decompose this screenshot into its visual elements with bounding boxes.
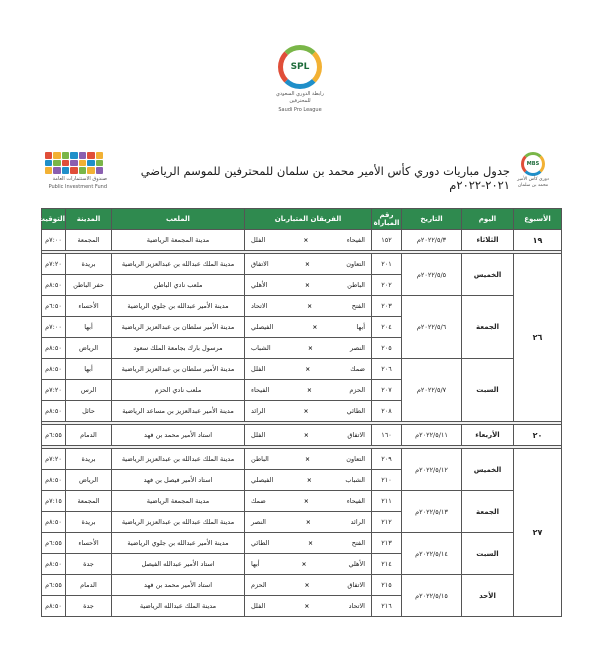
col-week: الأسبوع xyxy=(514,209,562,230)
teams-pair xyxy=(245,386,371,394)
teams-cell xyxy=(245,596,372,617)
vs-mark: × xyxy=(305,365,311,373)
home-team: الحزم xyxy=(349,386,365,394)
stadium-cell: مدينة الملك عبدالله بن عبدالعزيز الرياضية xyxy=(112,254,245,275)
teams-cell xyxy=(245,317,372,338)
home-team: ضمك xyxy=(350,365,365,373)
match-number-cell: ٢٠٩ xyxy=(372,449,402,470)
teams-cell xyxy=(245,512,372,533)
table-row xyxy=(42,296,562,317)
teams-pair xyxy=(245,365,371,373)
vs-mark: × xyxy=(307,344,313,352)
away-team: الفيصلي xyxy=(251,476,274,484)
col-city: المدينة xyxy=(66,209,112,230)
teams-cell xyxy=(245,491,372,512)
match-number-cell: ١٥٢ xyxy=(372,230,402,251)
table-row xyxy=(42,575,562,596)
away-team: الفلل xyxy=(251,236,266,244)
city-cell: الأحساء xyxy=(66,296,112,317)
home-team: التعاون xyxy=(346,260,365,268)
day-cell: الجمعة xyxy=(462,296,514,359)
date-cell: ٢٠٢٢/٥/١١م xyxy=(402,425,462,446)
away-team: الفلل xyxy=(251,365,266,373)
home-team: الاتفاق xyxy=(347,431,365,439)
home-team: الأهلي xyxy=(348,560,365,568)
stadium-cell: مدينة الملك عبدالله بن عبدالعزيز الرياضية xyxy=(112,449,245,470)
stadium-cell: استاد الأمير محمد بن فهد xyxy=(112,425,245,446)
teams-cell xyxy=(245,554,372,575)
page-title: جدول مباريات دوري كأس الأمير محمد بن سلمان للمحترفين للموسم الرياضي ٢٠٢١-٢٠٢٢م xyxy=(140,164,510,192)
stadium-cell: مدينة الأمير سلطان بن عبدالعزيز الرياضية xyxy=(112,359,245,380)
teams-cell xyxy=(245,275,372,296)
stadium-cell: مدينة المجمعة الرياضية xyxy=(112,491,245,512)
city-cell: الرس xyxy=(66,380,112,401)
home-team: الشباب xyxy=(345,476,365,484)
time-cell: ٨:٥٠م xyxy=(42,596,66,617)
col-day: اليوم xyxy=(462,209,514,230)
vs-mark: × xyxy=(304,260,310,268)
stadium-cell: مدينة المجمعة الرياضية xyxy=(112,230,245,251)
time-cell: ٦:٥٥م xyxy=(42,533,66,554)
date-cell: ٢٠٢٢/٥/٦م xyxy=(402,296,462,359)
teams-pair xyxy=(245,602,371,610)
time-cell: ٨:٥٠م xyxy=(42,401,66,422)
teams-cell xyxy=(245,449,372,470)
day-cell: الأحد xyxy=(462,575,514,617)
time-cell: ٨:٥٠م xyxy=(42,512,66,533)
vs-mark: × xyxy=(303,431,309,439)
match-number-cell: ٢١٤ xyxy=(372,554,402,575)
match-number-cell: ٢٠٤ xyxy=(372,317,402,338)
match-number-cell: ٢١٢ xyxy=(372,512,402,533)
stadium-cell: مدينة الملك عبدالله بن عبدالعزيز الرياضية xyxy=(112,512,245,533)
table-row xyxy=(42,425,562,446)
time-cell: ٦:٥٥م xyxy=(42,425,66,446)
teams-pair xyxy=(245,560,371,568)
away-team: الباطن xyxy=(251,455,269,463)
teams-cell xyxy=(245,425,372,446)
col-date: التاريخ xyxy=(402,209,462,230)
teams-pair xyxy=(245,236,371,244)
date-cell: ٢٠٢٢/٥/١٥م xyxy=(402,575,462,617)
stadium-cell: استاد الأمير فيصل بن فهد xyxy=(112,470,245,491)
city-cell: جدة xyxy=(66,596,112,617)
table-row xyxy=(42,491,562,512)
stadium-cell: ملعب نادي الحزم xyxy=(112,380,245,401)
match-number-cell: ٢٠٦ xyxy=(372,359,402,380)
day-cell: الجمعة xyxy=(462,491,514,533)
match-number-cell: ٢١١ xyxy=(372,491,402,512)
league-name-ar: رابطة الدوري السعودي للمحترفين xyxy=(276,91,324,104)
schedule-table xyxy=(37,208,562,617)
away-team: أبها xyxy=(251,560,260,568)
city-cell: أبها xyxy=(66,359,112,380)
date-cell: ٢٠٢٢/٥/١٤م xyxy=(402,533,462,575)
teams-pair xyxy=(245,476,371,484)
col-teams: الفريقان المتبارىان xyxy=(245,209,372,230)
city-cell: الرياض xyxy=(66,338,112,359)
week-cell: ٢٠ xyxy=(514,425,562,446)
vs-mark: × xyxy=(303,236,309,244)
home-team: الفيحاء xyxy=(346,497,365,505)
vs-mark: × xyxy=(304,602,310,610)
teams-pair xyxy=(245,323,371,331)
date-cell: ٢٠٢٢/٥/٥م xyxy=(402,254,462,296)
teams-pair xyxy=(245,344,371,352)
match-number-cell: ٢١٥ xyxy=(372,575,402,596)
vs-mark: × xyxy=(306,476,312,484)
league-name-en: Saudi Pro League xyxy=(278,107,322,113)
city-cell: بريدة xyxy=(66,449,112,470)
home-team: الطائي xyxy=(346,407,365,415)
time-cell: ٦:٥٠م xyxy=(42,296,66,317)
cup-logo-caption: دوري كأس الأمير محمد بن سلمان xyxy=(517,177,549,188)
time-cell: ٨:٥٠م xyxy=(42,554,66,575)
away-team: الأهلي xyxy=(251,281,268,289)
teams-cell xyxy=(245,338,372,359)
home-team: الفتح xyxy=(351,539,365,547)
match-number-cell: ٢١٣ xyxy=(372,533,402,554)
city-cell: بريدة xyxy=(66,254,112,275)
sponsor-name-ar: صندوق الاستثمارات العامة xyxy=(52,176,107,182)
city-cell: بريدة xyxy=(66,512,112,533)
home-team: الاتفاق xyxy=(347,581,365,589)
day-cell: الأربعاء xyxy=(462,425,514,446)
time-cell: ٧:٢٠م xyxy=(42,254,66,275)
table-row xyxy=(42,254,562,275)
teams-pair xyxy=(245,539,371,547)
cup-emblem-icon: MBS xyxy=(521,152,545,176)
teams-pair xyxy=(245,497,371,505)
date-cell: ٢٠٢٢/٥/١٢م xyxy=(402,449,462,491)
teams-pair xyxy=(245,281,371,289)
table-row xyxy=(42,359,562,380)
week-cell: ١٩ xyxy=(514,230,562,251)
teams-cell xyxy=(245,470,372,491)
stadium-cell: استاد الأمير عبدالله الفيصل xyxy=(112,554,245,575)
match-number-cell: ٢٠٥ xyxy=(372,338,402,359)
sponsor-logo xyxy=(45,152,107,192)
away-team: الفيحاء xyxy=(251,386,270,394)
vs-mark: × xyxy=(305,455,311,463)
city-cell: الدمام xyxy=(66,575,112,596)
date-cell: ٢٠٢٢/٥/٧م xyxy=(402,359,462,422)
table-row xyxy=(42,230,562,251)
table-row xyxy=(42,449,562,470)
teams-cell xyxy=(245,254,372,275)
stadium-cell: مدينة الأمير سلطان بن عبدالعزيز الرياضية xyxy=(112,317,245,338)
home-team: الفتح xyxy=(351,302,365,310)
away-team: الحزم xyxy=(251,581,267,589)
home-team: الفيحاء xyxy=(346,236,365,244)
vs-mark: × xyxy=(306,386,312,394)
match-number-cell: ٢١٦ xyxy=(372,596,402,617)
home-team: الرائد xyxy=(350,518,365,526)
home-team: أبها xyxy=(356,323,365,331)
teams-pair xyxy=(245,302,371,310)
away-team: الطائي xyxy=(251,539,270,547)
stadium-cell: مرسول بارك بجامعة الملك سعود xyxy=(112,338,245,359)
time-cell: ٧:١٥م xyxy=(42,491,66,512)
day-cell: السبت xyxy=(462,359,514,422)
match-number-cell: ٢٠٧ xyxy=(372,380,402,401)
home-team: التعاون xyxy=(346,455,365,463)
vs-mark: × xyxy=(312,323,318,331)
schedule-body xyxy=(42,230,562,617)
stadium-cell: ملعب نادي الباطن xyxy=(112,275,245,296)
stadium-cell: مدينة الأمير عبدالله بن جلوي الرياضية xyxy=(112,533,245,554)
teams-cell xyxy=(245,296,372,317)
away-team: الفلل xyxy=(251,602,266,610)
vs-mark: × xyxy=(307,302,313,310)
teams-pair xyxy=(245,455,371,463)
teams-cell xyxy=(245,533,372,554)
teams-pair xyxy=(245,518,371,526)
city-cell: أبها xyxy=(66,317,112,338)
time-cell: ٨:٥٠م xyxy=(42,470,66,491)
away-team: ضمك xyxy=(251,497,266,505)
time-cell: ٧:٠٠م xyxy=(42,230,66,251)
time-cell: ٨:٥٠م xyxy=(42,359,66,380)
col-match-no: رقم المباراة xyxy=(372,209,402,230)
teams-cell xyxy=(245,401,372,422)
cup-logo xyxy=(512,152,554,192)
city-cell: حفر الباطن xyxy=(66,275,112,296)
city-cell: حائل xyxy=(66,401,112,422)
vs-mark: × xyxy=(304,281,310,289)
time-cell: ٨:٥٠م xyxy=(42,275,66,296)
vs-mark: × xyxy=(308,539,314,547)
day-cell: الثلاثاء xyxy=(462,230,514,251)
time-cell: ٨:٥٠م xyxy=(42,338,66,359)
table-row xyxy=(42,533,562,554)
away-team: الاتفاق xyxy=(251,260,269,268)
week-cell: ٢٦ xyxy=(514,254,562,422)
table-header-row xyxy=(42,209,562,230)
teams-pair xyxy=(245,431,371,439)
day-cell: السبت xyxy=(462,533,514,575)
match-number-cell: ٢١٠ xyxy=(372,470,402,491)
vs-mark: × xyxy=(303,407,309,415)
vs-mark: × xyxy=(305,518,311,526)
city-cell: الدمام xyxy=(66,425,112,446)
teams-cell xyxy=(245,575,372,596)
stadium-cell: مدينة الملك عبدالله الرياضية xyxy=(112,596,245,617)
city-cell: الرياض xyxy=(66,470,112,491)
match-number-cell: ٢٠٣ xyxy=(372,296,402,317)
match-number-cell: ٢٠١ xyxy=(372,254,402,275)
date-cell: ٢٠٢٢/٥/٣م xyxy=(402,230,462,251)
stadium-cell: مدينة الأمير عبدالعزيز بن مساعد الرياضية xyxy=(112,401,245,422)
match-number-cell: ٢٠٨ xyxy=(372,401,402,422)
col-stadium: الملعب xyxy=(112,209,245,230)
away-team: الشباب xyxy=(251,344,271,352)
league-logo xyxy=(270,45,330,120)
date-cell: ٢٠٢٢/٥/١٣م xyxy=(402,491,462,533)
home-team: الباطن xyxy=(347,281,365,289)
vs-mark: × xyxy=(301,560,307,568)
away-team: الرائد xyxy=(251,407,266,415)
home-team: النصر xyxy=(350,344,365,352)
home-team: الاتحاد xyxy=(348,602,365,610)
teams-pair xyxy=(245,260,371,268)
match-number-cell: ٢٠٢ xyxy=(372,275,402,296)
city-cell: المجمعة xyxy=(66,491,112,512)
sponsor-name-en: Public Investment Fund xyxy=(48,184,107,190)
city-cell: جدة xyxy=(66,554,112,575)
time-cell: ٧:٢٠م xyxy=(42,380,66,401)
city-cell: المجمعة xyxy=(66,230,112,251)
sponsor-pattern-icon xyxy=(45,152,103,174)
teams-cell xyxy=(245,380,372,401)
away-team: الفلل xyxy=(251,431,266,439)
vs-mark: × xyxy=(303,497,309,505)
teams-pair xyxy=(245,407,371,415)
stadium-cell: مدينة الأمير عبدالله بن جلوي الرياضية xyxy=(112,296,245,317)
teams-cell xyxy=(245,230,372,251)
spl-emblem-icon: SPL xyxy=(278,45,322,89)
match-number-cell: ١٦٠ xyxy=(372,425,402,446)
day-cell: الخميس xyxy=(462,449,514,491)
away-team: النصر xyxy=(251,518,266,526)
teams-cell xyxy=(245,359,372,380)
teams-pair xyxy=(245,581,371,589)
time-cell: ٦:٥٥م xyxy=(42,575,66,596)
vs-mark: × xyxy=(304,581,310,589)
time-cell: ٧:٢٠م xyxy=(42,449,66,470)
week-cell: ٢٧ xyxy=(514,449,562,617)
city-cell: الأحساء xyxy=(66,533,112,554)
away-team: الفيصلي xyxy=(251,323,274,331)
col-time: التوقيت xyxy=(42,209,66,230)
day-cell: الخميس xyxy=(462,254,514,296)
stadium-cell: استاد الأمير محمد بن فهد xyxy=(112,575,245,596)
time-cell: ٧:٠٠م xyxy=(42,317,66,338)
away-team: الاتحاد xyxy=(251,302,268,310)
